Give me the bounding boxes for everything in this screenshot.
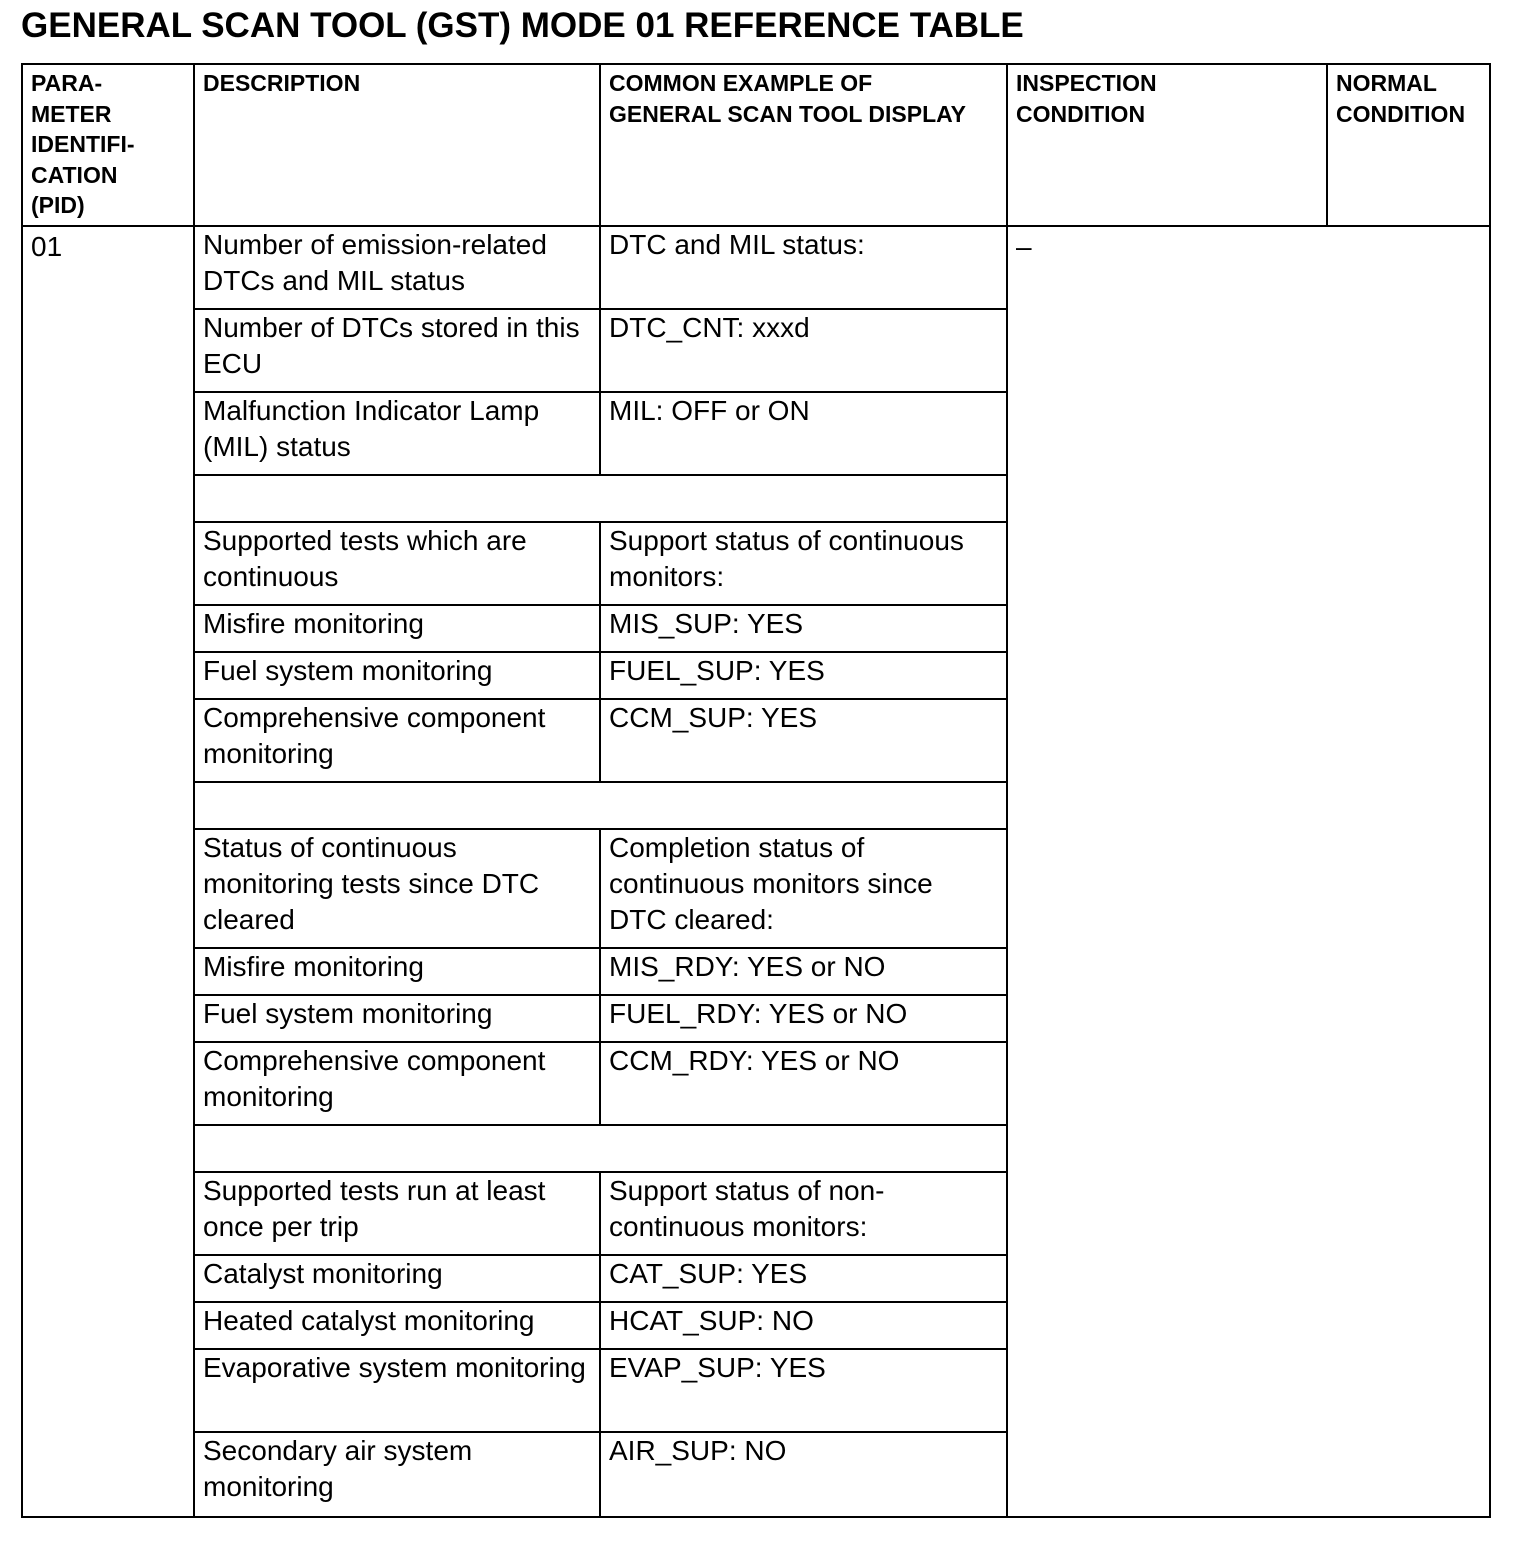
- description-cell: Comprehensive component monitoring: [194, 699, 600, 782]
- header-normal-line: CONDITION: [1336, 100, 1466, 127]
- header-example-line: COMMON EXAMPLE OF: [609, 70, 873, 96]
- example-cell: Support status of non-continuous monitors:: [600, 1172, 1007, 1255]
- description-cell: Catalyst monitoring: [194, 1255, 600, 1302]
- header-pid-line: PARA-: [31, 70, 103, 96]
- example-cell: MIS_RDY: YES or NO: [600, 948, 1007, 995]
- header-description: [194, 64, 600, 226]
- description-cell: Comprehensive component monitoring: [194, 1042, 600, 1125]
- header-normal: [1327, 64, 1490, 226]
- header-inspection: [1007, 64, 1327, 226]
- example-cell: DTC and MIL status:: [600, 226, 1007, 309]
- header-normal-line: NORMAL: [1336, 70, 1437, 96]
- spacer-cell: [194, 1125, 1007, 1172]
- example-cell: FUEL_RDY: YES or NO: [600, 995, 1007, 1042]
- header-pid-line: CATION: [31, 161, 118, 188]
- example-cell: EVAP_SUP: YES: [600, 1349, 1007, 1432]
- description-cell: Status of continuous monitoring tests since DTC cleared: [194, 829, 600, 948]
- header-example-line: GENERAL SCAN TOOL DISPLAY: [609, 100, 966, 127]
- spacer-cell: [194, 475, 1007, 522]
- pid-cell: [22, 226, 194, 1517]
- description-cell: Misfire monitoring: [194, 948, 600, 995]
- pid-value: 01: [31, 231, 63, 262]
- header-pid-line: METER: [31, 100, 112, 127]
- inspection-value: –: [1016, 231, 1032, 262]
- description-cell: Number of emission-related DTCs and MIL status: [194, 226, 600, 309]
- description-cell: Evaporative system monitoring: [194, 1349, 600, 1432]
- example-cell: Support status of continuous monitors:: [600, 522, 1007, 605]
- example-cell: CAT_SUP: YES: [600, 1255, 1007, 1302]
- example-cell: HCAT_SUP: NO: [600, 1302, 1007, 1349]
- header-inspection-line: CONDITION: [1016, 100, 1146, 127]
- page-title: GENERAL SCAN TOOL (GST) MODE 01 REFERENCE TABLE: [21, 6, 1024, 45]
- header-description-text: DESCRIPTION: [203, 70, 361, 96]
- description-cell: Malfunction Indicator Lamp (MIL) status: [194, 392, 600, 475]
- header-pid-line: (PID): [31, 192, 85, 218]
- example-cell: MIS_SUP: YES: [600, 605, 1007, 652]
- reference-table: [21, 63, 1491, 1518]
- description-cell: Heated catalyst monitoring: [194, 1302, 600, 1349]
- description-cell: Secondary air system monitoring: [194, 1432, 600, 1517]
- example-cell: CCM_RDY: YES or NO: [600, 1042, 1007, 1125]
- spacer-cell: [194, 782, 1007, 829]
- example-cell: AIR_SUP: NO: [600, 1432, 1007, 1517]
- description-cell: Fuel system monitoring: [194, 995, 600, 1042]
- header-inspection-line: INSPECTION: [1016, 70, 1157, 96]
- description-cell: Supported tests which are continuous: [194, 522, 600, 605]
- description-cell: Misfire monitoring: [194, 605, 600, 652]
- header-pid-line: IDENTIFI-: [31, 131, 135, 157]
- table-row: [22, 226, 1490, 309]
- table-header-row: [22, 64, 1490, 226]
- inspection-cell: [1007, 226, 1490, 1517]
- example-cell: Completion status of continuous monitors since DTC cleared:: [600, 829, 1007, 948]
- example-cell: FUEL_SUP: YES: [600, 652, 1007, 699]
- header-example: [600, 64, 1007, 226]
- example-cell: DTC_CNT: xxxd: [600, 309, 1007, 392]
- description-cell: Fuel system monitoring: [194, 652, 600, 699]
- header-pid: [22, 64, 194, 226]
- example-cell: MIL: OFF or ON: [600, 392, 1007, 475]
- example-cell: CCM_SUP: YES: [600, 699, 1007, 782]
- description-cell: Number of DTCs stored in this ECU: [194, 309, 600, 392]
- description-cell: Supported tests run at least once per trip: [194, 1172, 600, 1255]
